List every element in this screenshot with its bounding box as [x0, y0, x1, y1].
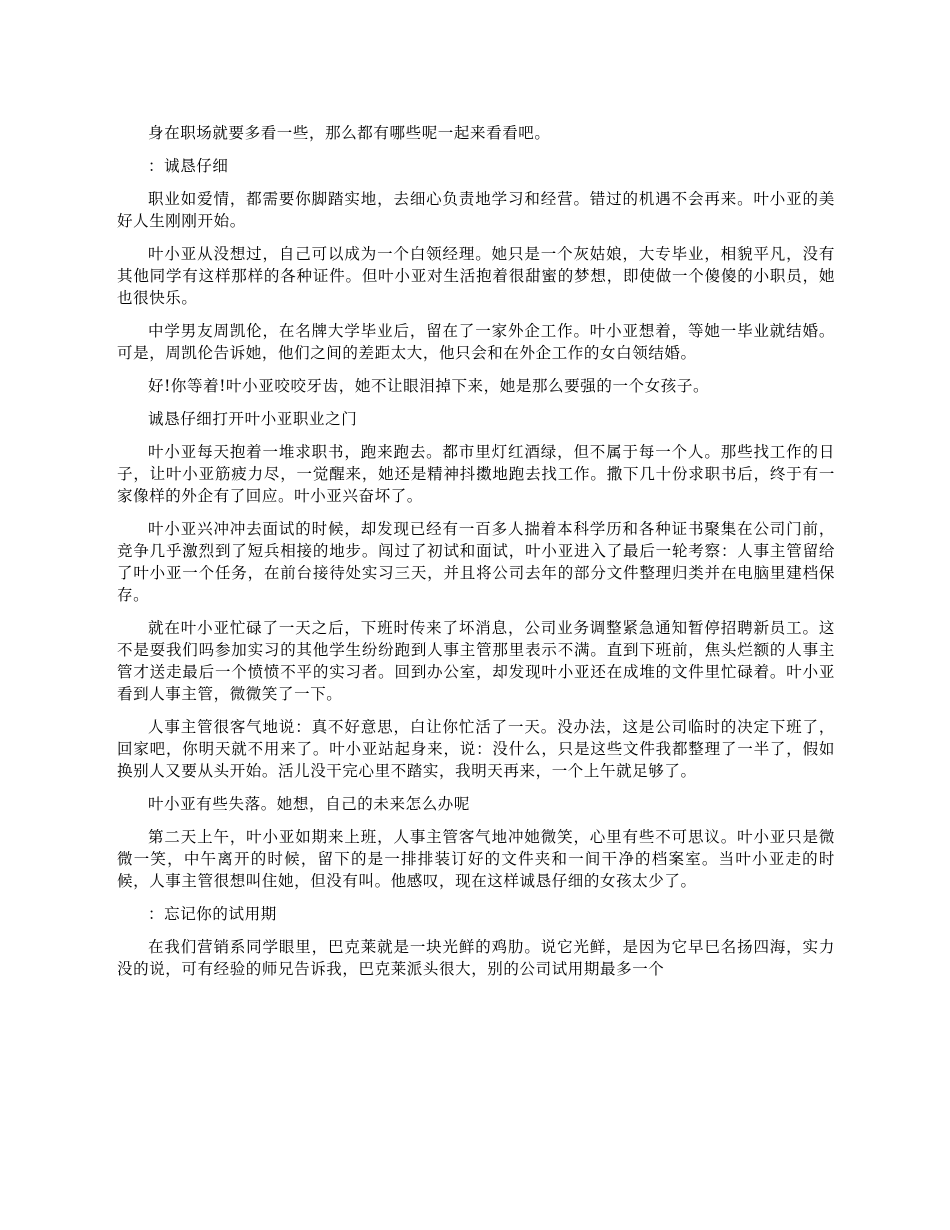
subheading-career-door: 诚恳仔细打开叶小亚职业之门: [148, 410, 358, 428]
paragraph: 职业如爱情，都需要你脚踏实地，去细心负责地学习和经营。错过的机遇不会再来。叶小亚的美好人生刚刚开始。: [117, 190, 835, 230]
section-heading-sincere: ：诚恳仔细: [148, 157, 229, 175]
paragraph-intro: 身在职场就要多看一些，那么都有哪些呢一起来看看吧。: [148, 124, 551, 142]
paragraph: 第二天上午，叶小亚如期来上班，人事主管客气地冲她微笑，心里有些不可思议。叶小亚只是微微一笑，中午离开的时候，留下的是一排排装订好的文件夹和一间干净的档案室。当叶小亚走的时候，人事主管很想叫住她，但没有叫。他感叹，现在这样诚恳仔细的女孩太少了。: [117, 828, 835, 890]
paragraph: 好!你等着!叶小亚咬咬牙齿，她不让眼泪掉下来，她是那么要强的一个女孩子。: [148, 377, 710, 395]
paragraph: 叶小亚每天抱着一堆求职书，跑来跑去。都市里灯红酒绿，但不属于每一个人。那些找工作的日子，让叶小亚筋疲力尽，一觉醒来，她还是精神抖擞地跑去找工作。撒下几十份求职书后，终于有一家像样的外企有了回应。叶小亚兴奋坏了。: [117, 443, 835, 505]
paragraph: 叶小亚有些失落。她想，自己的未来怎么办呢: [148, 795, 471, 813]
section-heading-probation: ：忘记你的试用期: [148, 905, 277, 923]
paragraph: 叶小亚从没想过，自己可以成为一个白领经理。她只是一个灰姑娘，大专毕业，相貌平凡，没有其他同学有这样那样的各种证件。但叶小亚对生活抱着很甜蜜的梦想，即使做一个傻傻的小职员，她也很快乐。: [117, 245, 835, 307]
document-body: [117, 122, 835, 991]
paragraph-final: 在我们营销系同学眼里，巴克莱就是一块光鲜的鸡肋。说它光鲜，是因为它早巳名扬四海，实力没的说，可有经验的师兄告诉我，巴克莱派头很大，别的公司试用期最多一个: [117, 938, 835, 978]
paragraph: 叶小亚兴冲冲去面试的时候，却发现已经有一百多人揣着本科学历和各种证书聚集在公司门前，竞争几乎激烈到了短兵相接的地步。闯过了初试和面试，叶小亚进入了最后一轮考察：人事主管留给了叶小亚一个任务，在前台接待处实习三天，并且将公司去年的部分文件整理归类并在电脑里建档保存。: [117, 520, 835, 604]
paragraph: 人事主管很客气地说：真不好意思，白让你忙活了一天。没办法，这是公司临时的决定下班了，回家吧，你明天就不用来了。叶小亚站起身来，说：没什么，只是这些文件我都整理了一半了，假如换别人又要从头开始。活儿没干完心里不踏实，我明天再来，一个上午就足够了。: [117, 718, 835, 780]
paragraph: 中学男友周凯伦，在名牌大学毕业后，留在了一家外企工作。叶小亚想着，等她一毕业就结婚。可是，周凯伦告诉她，他们之间的差距太大，他只会和在外企工作的女白领结婚。: [117, 322, 835, 362]
paragraph: 就在叶小亚忙碌了一天之后，下班时传来了坏消息，公司业务调整紧急通知暂停招聘新员工。这不是耍我们吗参加实习的其他学生纷纷跑到人事主管那里表示不满。直到下班前，焦头烂额的人事主管才送走最后一个愤愤不平的实习者。回到办公室，却发现叶小亚还在成堆的文件里忙碌着。叶小亚看到人事主管，微微笑了一下。: [117, 619, 835, 703]
